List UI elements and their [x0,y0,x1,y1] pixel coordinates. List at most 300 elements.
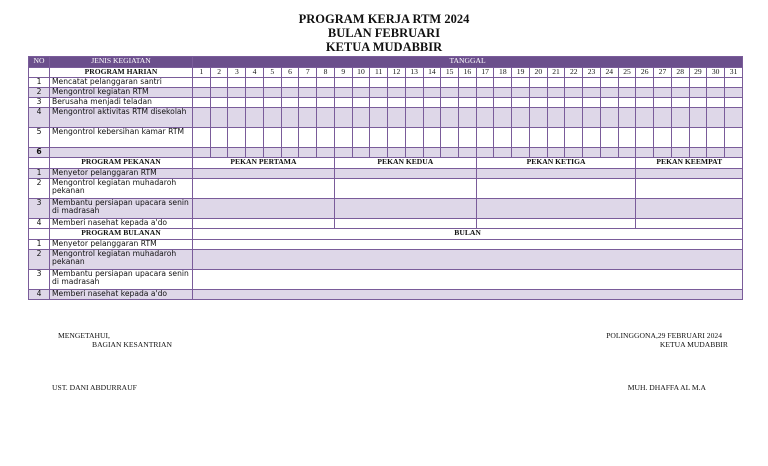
day-cell [441,108,459,128]
day-cell [370,78,388,88]
activity-text: Mengontrol kegiatan RTM [50,88,193,98]
day-cell [583,148,601,158]
day-cell [654,88,672,98]
day-cell [636,108,654,128]
day-header: 15 [441,68,459,78]
day-header: 21 [547,68,565,78]
table-header-row [29,57,743,68]
day-cell [636,78,654,88]
day-header: 22 [565,68,583,78]
day-cell [583,98,601,108]
day-cell [494,78,512,88]
day-cell [352,88,370,98]
week-cell [636,179,743,199]
day-header: 20 [529,68,547,78]
day-cell [725,148,743,158]
day-cell [334,148,352,158]
day-cell [299,98,317,108]
activity-text: Menyetor pelanggaran RTM [50,240,193,250]
ketua-mudabbir-label: KETUA MUDABBIR [659,340,728,349]
day-cell [193,88,211,98]
table-row [29,270,743,290]
day-cell [334,98,352,108]
table-row [29,128,743,148]
week-header: PEKAN KETIGA [476,158,636,169]
day-cell [246,128,264,148]
day-cell [317,88,335,98]
day-cell [707,88,725,98]
month-cell [193,250,743,270]
day-cell [405,108,423,128]
day-cell [618,98,636,108]
day-cell [210,88,228,98]
row-number: 4 [29,290,50,300]
day-cell [228,78,246,88]
day-cell [441,78,459,88]
day-cell [476,98,494,108]
day-header: 12 [388,68,406,78]
day-cell [512,108,530,128]
week-cell [636,199,743,219]
day-cell [459,98,477,108]
day-cell [281,78,299,88]
day-cell [512,148,530,158]
activity-text: Mengontrol aktivitas RTM disekolah [50,108,193,128]
activity-text: Memberi nasehat kepada a'do [50,290,193,300]
row-number: 1 [29,169,50,179]
day-cell [263,98,281,108]
day-cell [671,88,689,98]
day-cell [707,148,725,158]
day-cell [654,148,672,158]
day-cell [494,98,512,108]
day-cell [193,98,211,108]
day-cell [317,128,335,148]
day-cell [193,148,211,158]
day-cell [263,148,281,158]
day-cell [352,98,370,108]
day-header: 25 [618,68,636,78]
day-header: 17 [476,68,494,78]
place-date-label: POLINGGONA,29 FEBRUARI 2024 [606,331,722,340]
doc-subtitle-role: KETUA MUDABBIR [325,40,443,54]
day-cell [370,98,388,108]
day-cell [654,108,672,128]
day-cell [671,108,689,128]
activity-text [50,148,193,158]
day-cell [246,98,264,108]
day-cell [388,108,406,128]
day-cell [228,148,246,158]
table-row [29,148,743,158]
section-blank [29,229,50,240]
activity-text: Memberi nasehat kepada a'do [50,219,193,229]
day-header: 18 [494,68,512,78]
activity-text: Mencatat pelanggaran santri [50,78,193,88]
day-cell [441,128,459,148]
day-cell [600,78,618,88]
day-header: 10 [352,68,370,78]
row-number: 1 [29,240,50,250]
day-cell [707,98,725,108]
table-row [29,108,743,128]
day-header: 23 [583,68,601,78]
day-cell [299,88,317,98]
day-cell [317,108,335,128]
day-cell [405,128,423,148]
day-cell [725,108,743,128]
week-cell [476,199,636,219]
day-cell [689,78,707,88]
week-cell [334,199,476,219]
day-header: 31 [725,68,743,78]
day-cell [352,128,370,148]
day-cell [671,128,689,148]
day-cell [388,88,406,98]
day-cell [707,78,725,88]
day-cell [583,78,601,88]
row-number: 3 [29,98,50,108]
day-header: 11 [370,68,388,78]
section-harian-title: PROGRAM HARIAN [50,68,193,78]
day-cell [210,108,228,128]
day-cell [565,128,583,148]
week-cell [636,169,743,179]
day-cell [423,148,441,158]
signatory-right-name: MUH. DHAFFA AL M.A [627,383,706,392]
day-cell [600,88,618,98]
week-cell [334,179,476,199]
activity-text: Menyetor pelanggaran RTM [50,169,193,179]
day-header: 5 [263,68,281,78]
day-cell [405,98,423,108]
row-number: 3 [29,199,50,219]
week-cell [476,169,636,179]
day-cell [228,108,246,128]
day-cell [246,108,264,128]
week-cell [334,219,476,229]
day-cell [547,148,565,158]
row-number: 4 [29,108,50,128]
day-cell [459,148,477,158]
section-blank [29,158,50,169]
day-cell [654,128,672,148]
day-cell [281,108,299,128]
week-cell [193,219,335,229]
day-cell [334,108,352,128]
day-cell [476,108,494,128]
day-cell [299,78,317,88]
day-cell [317,78,335,88]
day-cell [228,128,246,148]
day-cell [671,148,689,158]
day-header: 24 [600,68,618,78]
table-row [29,78,743,88]
day-header: 2 [210,68,228,78]
day-cell [529,128,547,148]
day-cell [476,88,494,98]
day-header: 8 [317,68,335,78]
day-cell [317,98,335,108]
day-cell [565,88,583,98]
day-cell [583,128,601,148]
table-row [29,98,743,108]
day-cell [334,78,352,88]
day-cell [529,88,547,98]
table-row [29,88,743,98]
section-pekanan-title: PROGRAM PEKANAN [50,158,193,169]
day-cell [565,98,583,108]
day-cell [193,128,211,148]
day-cell [228,88,246,98]
day-cell [636,98,654,108]
day-header: 16 [459,68,477,78]
day-cell [583,108,601,128]
row-number: 3 [29,270,50,290]
doc-subtitle-month: BULAN FEBRUARI [327,26,441,40]
row-number: 2 [29,179,50,199]
row-number: 6 [29,148,50,158]
day-cell [263,128,281,148]
header-jenis-kegiatan: JENIS KEGIATAN [50,57,193,68]
day-cell [476,78,494,88]
day-header: 9 [334,68,352,78]
day-cell [210,98,228,108]
day-cell [547,128,565,148]
day-cell [246,148,264,158]
week-cell [193,179,335,199]
week-header: PEKAN KEDUA [334,158,476,169]
week-cell [193,199,335,219]
day-cell [317,148,335,158]
day-cell [210,128,228,148]
table-row [29,240,743,250]
activity-text: Berusaha menjadi teladan [50,98,193,108]
day-cell [210,148,228,158]
day-cell [352,108,370,128]
day-cell [423,88,441,98]
day-cell [246,88,264,98]
day-cell [193,78,211,88]
day-cell [423,98,441,108]
day-cell [547,78,565,88]
day-cell [246,78,264,88]
day-cell [600,98,618,108]
day-cell [512,98,530,108]
day-header: 14 [423,68,441,78]
week-cell [193,169,335,179]
day-cell [529,98,547,108]
day-cell [263,88,281,98]
table-row [29,199,743,219]
section-bulanan-title: PROGRAM BULANAN [50,229,193,240]
day-cell [671,78,689,88]
section-blank [29,68,50,78]
day-cell [547,88,565,98]
day-cell [494,108,512,128]
day-header: 13 [405,68,423,78]
day-cell [388,98,406,108]
activity-text: Mengontrol kebersihan kamar RTM [50,128,193,148]
table-row [29,219,743,229]
day-cell [725,98,743,108]
day-cell [654,78,672,88]
activity-text: Membantu persiapan upacara senin di madrasah [50,270,193,290]
day-cell [388,128,406,148]
day-cell [618,78,636,88]
day-cell [725,78,743,88]
week-header: PEKAN PERTAMA [193,158,335,169]
day-cell [459,128,477,148]
day-cell [512,78,530,88]
day-cell [600,148,618,158]
day-header: 28 [671,68,689,78]
day-cell [529,108,547,128]
row-number: 4 [29,219,50,229]
day-cell [565,148,583,158]
day-cell [529,78,547,88]
day-cell [689,128,707,148]
table-row [29,250,743,270]
activity-text: Mengontrol kegiatan muhadaroh pekanan [50,250,193,270]
day-cell [193,108,211,128]
mengetahui-label: MENGETAHUI, [58,331,110,340]
day-cell [689,148,707,158]
day-cell [405,78,423,88]
day-cell [441,148,459,158]
day-cell [459,88,477,98]
work-program-table [28,56,743,300]
doc-title: PROGRAM KERJA RTM 2024 [298,12,470,26]
day-cell [618,88,636,98]
month-cell [193,290,743,300]
day-cell [529,148,547,158]
day-cell [423,108,441,128]
day-header: 26 [636,68,654,78]
day-cell [547,98,565,108]
table-row [29,179,743,199]
section-bulanan-row [29,229,743,240]
day-cell [494,148,512,158]
day-cell [654,98,672,108]
day-cell [618,148,636,158]
signatory-left-name: UST. DANI ABDURRAUF [52,383,137,392]
day-cell [618,108,636,128]
day-cell [370,128,388,148]
day-header: 1 [193,68,211,78]
day-cell [689,88,707,98]
day-cell [405,88,423,98]
day-cell [636,88,654,98]
row-number: 1 [29,78,50,88]
table-row [29,169,743,179]
day-cell [689,108,707,128]
day-cell [423,78,441,88]
day-cell [459,108,477,128]
day-header: 3 [228,68,246,78]
header-tanggal: TANGGAL [193,57,743,68]
day-cell [388,148,406,158]
day-cell [299,128,317,148]
day-cell [459,78,477,88]
day-cell [263,78,281,88]
day-cell [263,108,281,128]
day-cell [600,128,618,148]
day-cell [441,88,459,98]
day-header: 19 [512,68,530,78]
day-cell [370,108,388,128]
day-cell [707,128,725,148]
day-cell [441,98,459,108]
bagian-kesantrian-label: BAGIAN KESANTRIAN [92,340,172,349]
day-header: 7 [299,68,317,78]
day-cell [494,128,512,148]
day-cell [583,88,601,98]
activity-text: Mengontrol kegiatan muhadaroh pekanan [50,179,193,199]
bulan-header: BULAN [193,229,743,240]
day-header: 6 [281,68,299,78]
day-cell [689,98,707,108]
day-cell [725,128,743,148]
day-cell [636,128,654,148]
month-cell [193,270,743,290]
row-number: 2 [29,250,50,270]
day-cell [600,108,618,128]
day-cell [334,128,352,148]
day-cell [210,78,228,88]
day-cell [370,148,388,158]
day-cell [281,148,299,158]
activity-text: Membantu persiapan upacara senin di madrasah [50,199,193,219]
day-cell [565,108,583,128]
day-cell [405,148,423,158]
day-header: 4 [246,68,264,78]
section-harian-row [29,68,743,78]
day-cell [299,108,317,128]
week-header: PEKAN KEEMPAT [636,158,743,169]
day-header: 30 [707,68,725,78]
row-number: 5 [29,128,50,148]
week-cell [476,179,636,199]
day-cell [388,78,406,88]
day-cell [565,78,583,88]
table-row [29,290,743,300]
week-cell [636,219,743,229]
day-header: 29 [689,68,707,78]
day-cell [512,88,530,98]
day-cell [725,88,743,98]
day-cell [281,88,299,98]
week-cell [476,219,636,229]
day-cell [671,98,689,108]
month-cell [193,240,743,250]
row-number: 2 [29,88,50,98]
day-cell [228,98,246,108]
day-cell [423,128,441,148]
day-cell [476,148,494,158]
day-header: 27 [654,68,672,78]
day-cell [707,108,725,128]
day-cell [476,128,494,148]
day-cell [352,78,370,88]
section-pekanan-row [29,158,743,169]
day-cell [281,128,299,148]
day-cell [334,88,352,98]
day-cell [299,148,317,158]
day-cell [512,128,530,148]
day-cell [547,108,565,128]
day-cell [494,88,512,98]
